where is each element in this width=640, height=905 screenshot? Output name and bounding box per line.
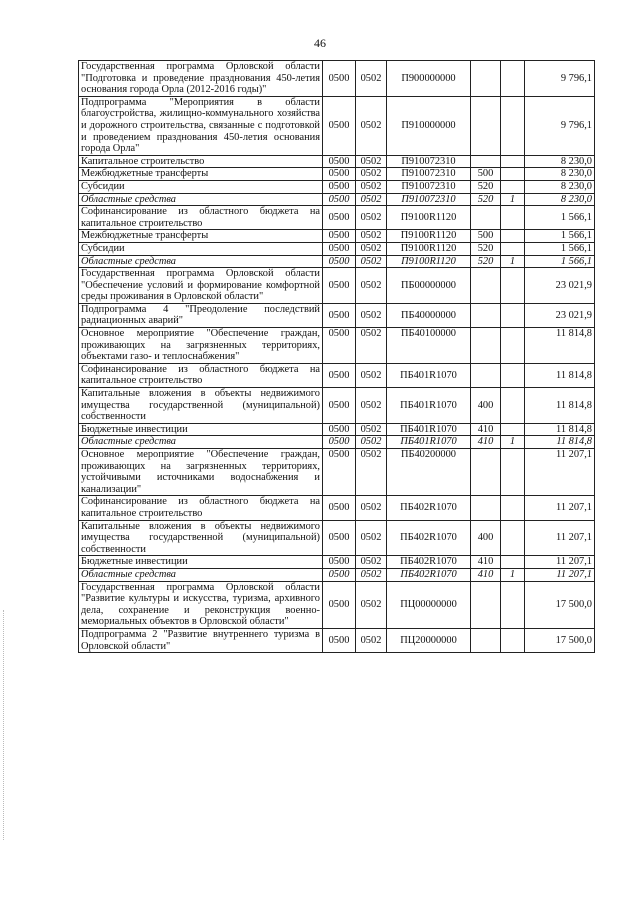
row-name-cell: Софинансирование из областного бюджета на капитальное строительство bbox=[79, 363, 323, 387]
amount-cell: 17 500,0 bbox=[525, 628, 595, 652]
target-article-cell: ПБ402R1070 bbox=[387, 520, 471, 556]
section-code-cell: 0500 bbox=[323, 363, 356, 387]
amount-cell: 11 814,8 bbox=[525, 363, 595, 387]
section-code-cell: 0500 bbox=[323, 303, 356, 327]
target-article-cell: П910072310 bbox=[387, 180, 471, 193]
table-row bbox=[79, 155, 595, 168]
row-name-cell: Государственная программа Орловской области "Обеспечение условий и формирование комфортной среды проживания в Орловской области" bbox=[79, 268, 323, 304]
amount-cell: 11 814,8 bbox=[525, 328, 595, 364]
table-row bbox=[79, 206, 595, 230]
amount-cell: 11 207,1 bbox=[525, 568, 595, 581]
row-name-cell: Межбюджетные трансферты bbox=[79, 230, 323, 243]
section-code-cell: 0500 bbox=[323, 206, 356, 230]
funding-source-cell bbox=[501, 423, 525, 436]
funding-source-cell bbox=[501, 303, 525, 327]
target-article-cell: ПБ401R1070 bbox=[387, 388, 471, 424]
amount-cell: 8 230,0 bbox=[525, 168, 595, 181]
amount-cell: 8 230,0 bbox=[525, 155, 595, 168]
target-article-cell: ПБ00000000 bbox=[387, 268, 471, 304]
target-article-cell: ПБ402R1070 bbox=[387, 496, 471, 520]
scan-edge-marks bbox=[3, 610, 6, 840]
row-name-cell: Капитальные вложения в объекты недвижимого имущества государственной (муниципальной) собственности bbox=[79, 520, 323, 556]
section-code-cell: 0500 bbox=[323, 155, 356, 168]
amount-cell: 11 207,1 bbox=[525, 496, 595, 520]
row-name-cell: Основное мероприятие "Обеспечение граждан, проживающих на загрязненных территориях, устойчивыми источниками водоснабжения и канализации" bbox=[79, 449, 323, 496]
target-article-cell: ПБ401R1070 bbox=[387, 423, 471, 436]
funding-source-cell bbox=[501, 168, 525, 181]
expense-type-cell: 520 bbox=[471, 193, 501, 206]
amount-cell: 1 566,1 bbox=[525, 230, 595, 243]
row-name-cell: Бюджетные инвестиции bbox=[79, 556, 323, 569]
table-row bbox=[79, 436, 595, 449]
table-row bbox=[79, 568, 595, 581]
expense-type-cell: 520 bbox=[471, 180, 501, 193]
subsection-code-cell: 0502 bbox=[356, 96, 387, 155]
expense-type-cell bbox=[471, 449, 501, 496]
table-row bbox=[79, 423, 595, 436]
expense-type-cell: 520 bbox=[471, 255, 501, 268]
amount-cell: 11 814,8 bbox=[525, 436, 595, 449]
row-name-cell: Бюджетные инвестиции bbox=[79, 423, 323, 436]
expense-type-cell bbox=[471, 61, 501, 97]
table-row bbox=[79, 180, 595, 193]
subsection-code-cell: 0502 bbox=[356, 388, 387, 424]
funding-source-cell: 1 bbox=[501, 568, 525, 581]
amount-cell: 11 814,8 bbox=[525, 423, 595, 436]
funding-source-cell bbox=[501, 556, 525, 569]
table-row bbox=[79, 255, 595, 268]
row-name-cell: Областные средства bbox=[79, 255, 323, 268]
expense-type-cell: 410 bbox=[471, 556, 501, 569]
budget-table-body bbox=[79, 61, 595, 653]
section-code-cell: 0500 bbox=[323, 423, 356, 436]
subsection-code-cell: 0502 bbox=[356, 363, 387, 387]
subsection-code-cell: 0502 bbox=[356, 303, 387, 327]
table-row bbox=[79, 268, 595, 304]
target-article-cell: П910072310 bbox=[387, 168, 471, 181]
subsection-code-cell: 0502 bbox=[356, 61, 387, 97]
subsection-code-cell: 0502 bbox=[356, 581, 387, 628]
section-code-cell: 0500 bbox=[323, 328, 356, 364]
section-code-cell: 0500 bbox=[323, 96, 356, 155]
row-name-cell: Государственная программа Орловской области "Развитие культуры и искусства, туризма, архивного дела, сохранение и реконструкция военно-мемориальных объектов в Орловской области" bbox=[79, 581, 323, 628]
subsection-code-cell: 0502 bbox=[356, 628, 387, 652]
expense-type-cell: 400 bbox=[471, 520, 501, 556]
expense-type-cell: 520 bbox=[471, 242, 501, 255]
row-name-cell: Областные средства bbox=[79, 436, 323, 449]
amount-cell: 1 566,1 bbox=[525, 255, 595, 268]
table-row bbox=[79, 193, 595, 206]
funding-source-cell bbox=[501, 363, 525, 387]
row-name-cell: Подпрограмма 4 "Преодоление последствий радиационных аварий" bbox=[79, 303, 323, 327]
subsection-code-cell: 0502 bbox=[356, 568, 387, 581]
amount-cell: 11 207,1 bbox=[525, 556, 595, 569]
amount-cell: 8 230,0 bbox=[525, 193, 595, 206]
funding-source-cell bbox=[501, 328, 525, 364]
funding-source-cell bbox=[501, 155, 525, 168]
row-name-cell: Основное мероприятие "Обеспечение граждан, проживающих на загрязненных территориях, объектами газо- и теплоснабжения" bbox=[79, 328, 323, 364]
funding-source-cell: 1 bbox=[501, 436, 525, 449]
row-name-cell: Субсидии bbox=[79, 180, 323, 193]
amount-cell: 1 566,1 bbox=[525, 206, 595, 230]
funding-source-cell: 1 bbox=[501, 193, 525, 206]
section-code-cell: 0500 bbox=[323, 628, 356, 652]
expense-type-cell bbox=[471, 155, 501, 168]
section-code-cell: 0500 bbox=[323, 568, 356, 581]
subsection-code-cell: 0502 bbox=[356, 193, 387, 206]
expense-type-cell bbox=[471, 496, 501, 520]
section-code-cell: 0500 bbox=[323, 449, 356, 496]
amount-cell: 1 566,1 bbox=[525, 242, 595, 255]
expense-type-cell bbox=[471, 96, 501, 155]
subsection-code-cell: 0502 bbox=[356, 423, 387, 436]
expense-type-cell: 410 bbox=[471, 423, 501, 436]
amount-cell: 11 207,1 bbox=[525, 449, 595, 496]
section-code-cell: 0500 bbox=[323, 242, 356, 255]
subsection-code-cell: 0502 bbox=[356, 556, 387, 569]
row-name-cell: Софинансирование из областного бюджета на капитальное строительство bbox=[79, 206, 323, 230]
table-row bbox=[79, 449, 595, 496]
target-article-cell: П9100R1120 bbox=[387, 255, 471, 268]
table-row bbox=[79, 556, 595, 569]
section-code-cell: 0500 bbox=[323, 180, 356, 193]
target-article-cell: П9100R1120 bbox=[387, 206, 471, 230]
row-name-cell: Софинансирование из областного бюджета на капитальное строительство bbox=[79, 496, 323, 520]
row-name-cell: Капитальное строительство bbox=[79, 155, 323, 168]
row-name-cell: Межбюджетные трансферты bbox=[79, 168, 323, 181]
funding-source-cell bbox=[501, 96, 525, 155]
funding-source-cell bbox=[501, 520, 525, 556]
expense-type-cell bbox=[471, 328, 501, 364]
section-code-cell: 0500 bbox=[323, 61, 356, 97]
funding-source-cell bbox=[501, 628, 525, 652]
table-row bbox=[79, 628, 595, 652]
table-row bbox=[79, 581, 595, 628]
table-row bbox=[79, 230, 595, 243]
row-name-cell: Государственная программа Орловской области "Подготовка и проведение празднования 450-летия основания города Орла (2012-2016 годы)" bbox=[79, 61, 323, 97]
subsection-code-cell: 0502 bbox=[356, 168, 387, 181]
page-number: 46 bbox=[314, 36, 326, 50]
amount-cell: 17 500,0 bbox=[525, 581, 595, 628]
subsection-code-cell: 0502 bbox=[356, 206, 387, 230]
subsection-code-cell: 0502 bbox=[356, 449, 387, 496]
table-row bbox=[79, 328, 595, 364]
funding-source-cell bbox=[501, 449, 525, 496]
target-article-cell: П910072310 bbox=[387, 155, 471, 168]
subsection-code-cell: 0502 bbox=[356, 328, 387, 364]
funding-source-cell: 1 bbox=[501, 255, 525, 268]
table-row bbox=[79, 363, 595, 387]
expense-type-cell bbox=[471, 268, 501, 304]
section-code-cell: 0500 bbox=[323, 255, 356, 268]
funding-source-cell bbox=[501, 61, 525, 97]
table-row bbox=[79, 242, 595, 255]
amount-cell: 11 814,8 bbox=[525, 388, 595, 424]
section-code-cell: 0500 bbox=[323, 230, 356, 243]
target-article-cell: ПБ401R1070 bbox=[387, 363, 471, 387]
target-article-cell: ПБ402R1070 bbox=[387, 556, 471, 569]
subsection-code-cell: 0502 bbox=[356, 242, 387, 255]
subsection-code-cell: 0502 bbox=[356, 496, 387, 520]
expense-type-cell: 410 bbox=[471, 436, 501, 449]
table-row bbox=[79, 61, 595, 97]
section-code-cell: 0500 bbox=[323, 388, 356, 424]
section-code-cell: 0500 bbox=[323, 268, 356, 304]
target-article-cell: П9100R1120 bbox=[387, 242, 471, 255]
table-row bbox=[79, 168, 595, 181]
target-article-cell: ПБ40100000 bbox=[387, 328, 471, 364]
section-code-cell: 0500 bbox=[323, 436, 356, 449]
expense-type-cell bbox=[471, 628, 501, 652]
expense-type-cell: 500 bbox=[471, 168, 501, 181]
section-code-cell: 0500 bbox=[323, 193, 356, 206]
row-name-cell: Субсидии bbox=[79, 242, 323, 255]
subsection-code-cell: 0502 bbox=[356, 155, 387, 168]
funding-source-cell bbox=[501, 388, 525, 424]
target-article-cell: П910000000 bbox=[387, 96, 471, 155]
target-article-cell: ПБ40000000 bbox=[387, 303, 471, 327]
funding-source-cell bbox=[501, 242, 525, 255]
expense-type-cell: 500 bbox=[471, 230, 501, 243]
amount-cell: 23 021,9 bbox=[525, 268, 595, 304]
funding-source-cell bbox=[501, 230, 525, 243]
target-article-cell: ПБ402R1070 bbox=[387, 568, 471, 581]
section-code-cell: 0500 bbox=[323, 168, 356, 181]
subsection-code-cell: 0502 bbox=[356, 230, 387, 243]
section-code-cell: 0500 bbox=[323, 581, 356, 628]
section-code-cell: 0500 bbox=[323, 496, 356, 520]
amount-cell: 11 207,1 bbox=[525, 520, 595, 556]
funding-source-cell bbox=[501, 206, 525, 230]
funding-source-cell bbox=[501, 180, 525, 193]
row-name-cell: Областные средства bbox=[79, 193, 323, 206]
subsection-code-cell: 0502 bbox=[356, 268, 387, 304]
row-name-cell: Областные средства bbox=[79, 568, 323, 581]
table-row bbox=[79, 388, 595, 424]
expense-type-cell bbox=[471, 581, 501, 628]
expense-type-cell bbox=[471, 363, 501, 387]
funding-source-cell bbox=[501, 268, 525, 304]
expense-type-cell bbox=[471, 303, 501, 327]
target-article-cell: ПЦ20000000 bbox=[387, 628, 471, 652]
expense-type-cell bbox=[471, 206, 501, 230]
amount-cell: 8 230,0 bbox=[525, 180, 595, 193]
table-row bbox=[79, 496, 595, 520]
target-article-cell: ПБ40200000 bbox=[387, 449, 471, 496]
target-article-cell: ПБ401R1070 bbox=[387, 436, 471, 449]
subsection-code-cell: 0502 bbox=[356, 180, 387, 193]
target-article-cell: ПЦ00000000 bbox=[387, 581, 471, 628]
target-article-cell: П900000000 bbox=[387, 61, 471, 97]
subsection-code-cell: 0502 bbox=[356, 436, 387, 449]
section-code-cell: 0500 bbox=[323, 520, 356, 556]
amount-cell: 9 796,1 bbox=[525, 61, 595, 97]
amount-cell: 23 021,9 bbox=[525, 303, 595, 327]
row-name-cell: Подпрограмма 2 "Развитие внутреннего туризма в Орловской области" bbox=[79, 628, 323, 652]
expense-type-cell: 410 bbox=[471, 568, 501, 581]
budget-table bbox=[78, 60, 595, 653]
expense-type-cell: 400 bbox=[471, 388, 501, 424]
subsection-code-cell: 0502 bbox=[356, 520, 387, 556]
table-row bbox=[79, 303, 595, 327]
funding-source-cell bbox=[501, 496, 525, 520]
table-row bbox=[79, 520, 595, 556]
row-name-cell: Капитальные вложения в объекты недвижимого имущества государственной (муниципальной) собственности bbox=[79, 388, 323, 424]
target-article-cell: П910072310 bbox=[387, 193, 471, 206]
row-name-cell: Подпрограмма "Мероприятия в области благоустройства, жилищно-коммунального хозяйства и дорожного строительства, связанные с подготовкой и проведением празднования 450-летия основания города Орла" bbox=[79, 96, 323, 155]
funding-source-cell bbox=[501, 581, 525, 628]
table-row bbox=[79, 96, 595, 155]
subsection-code-cell: 0502 bbox=[356, 255, 387, 268]
target-article-cell: П9100R1120 bbox=[387, 230, 471, 243]
section-code-cell: 0500 bbox=[323, 556, 356, 569]
amount-cell: 9 796,1 bbox=[525, 96, 595, 155]
